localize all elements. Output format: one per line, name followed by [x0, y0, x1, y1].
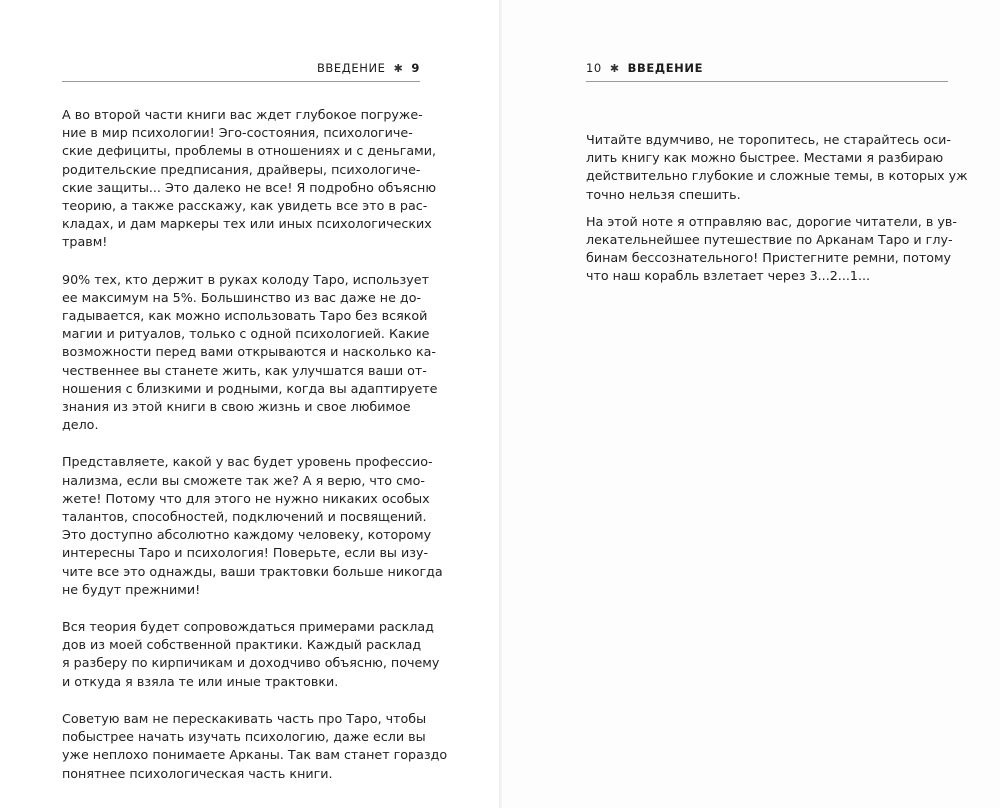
- text-line: чественнее вы станете жить, как улучшатся ваши от-: [62, 362, 427, 378]
- text-line: понятнее психологическая часть книги.: [62, 765, 333, 781]
- header-rule: [62, 81, 420, 82]
- text-line: 90% тех, кто держит в руках колоду Таро, использует: [62, 271, 429, 287]
- header-title: ВВЕДЕНИЕ: [316, 61, 386, 75]
- text-line: Представляете, какой у вас будет уровень профессио-: [62, 454, 433, 470]
- text-line: ские дефициты, проблемы в отношениях и с деньгами,: [62, 143, 437, 159]
- asterisk-icon: ✱: [609, 62, 620, 75]
- text-line: лить книгу как можно быстрее. Местами я разбираю: [586, 150, 944, 166]
- paragraph: [586, 213, 957, 286]
- paragraph: [62, 453, 443, 599]
- text-line: ние в мир психологии! Эго-состояния, психологиче-: [62, 125, 413, 141]
- text-line: Это доступно абсолютно каждому человеку, которому: [62, 527, 432, 543]
- text-line: нализма, если вы сможете так же? А я верю, что смо-: [62, 472, 425, 488]
- text-line: родительские предписания, драйверы, психологиче-: [62, 161, 421, 177]
- text-line: талантов, способностей, подключений и посвящений.: [62, 509, 427, 525]
- paragraph: [62, 618, 440, 691]
- paragraph: [62, 106, 437, 252]
- text-line: не будут прежними!: [62, 581, 201, 597]
- body-text-right: [586, 131, 968, 295]
- page-number: 10: [586, 61, 602, 75]
- text-line: гадывается, как можно использовать Таро без всякой: [62, 308, 428, 324]
- text-line: бинам бессознательного! Пристегните ремни, потому: [586, 250, 952, 266]
- text-line: уже неплохо понимаете Арканы. Так вам станет гораздо: [62, 747, 448, 763]
- text-line: Читайте вдумчиво, не торопитесь, не старайтесь оси-: [586, 132, 951, 147]
- text-line: ношения с близкими и родными, когда вы адаптируете: [62, 380, 438, 396]
- paragraph: [62, 710, 448, 783]
- running-header-left: [317, 61, 420, 75]
- text-line: теорию, а также расскажу, как увидеть все это в рас-: [62, 198, 428, 214]
- text-line: Советую вам не перескакивать часть про Таро, чтобы: [62, 710, 427, 726]
- text-line: жете! Потому что для этого не нужно никаких особых: [62, 490, 430, 506]
- body-text-left: [62, 106, 448, 802]
- text-line: кладах, и дам маркеры тех или иных психологических: [62, 216, 432, 232]
- text-line: А во второй части книги вас ждет глубокое погруже-: [62, 107, 423, 122]
- right-page: [502, 0, 1000, 808]
- text-line: и откуда я взяла те или иные трактовки.: [62, 673, 339, 689]
- paragraph: [62, 271, 438, 435]
- page-number: 9: [411, 61, 420, 75]
- text-line: интересны Таро и психология! Поверьте, если вы изу-: [62, 545, 429, 561]
- text-line: возможности перед вами открываются и насколько ка-: [62, 344, 436, 360]
- text-line: дело.: [62, 417, 99, 433]
- text-line: знания из этой книги в свою жизнь и свое любимое: [62, 399, 411, 415]
- text-line: ее максимум на 5%. Большинство из вас даже не до-: [62, 289, 422, 305]
- text-line: точно нельзя спешить.: [586, 186, 741, 202]
- text-line: Вся теория будет сопровождаться примерами расклад: [62, 619, 434, 635]
- text-line: действительно глубокие и сложные темы, в которых уж: [586, 168, 968, 184]
- asterisk-icon: ✱: [393, 62, 404, 75]
- text-line: я разберу по кирпичикам и доходчиво объясню, почему: [62, 655, 440, 671]
- text-line: лекательнейшее путешествие по Арканам Таро и глу-: [586, 232, 953, 248]
- header-rule: [586, 81, 948, 82]
- text-line: ские защиты... Это далеко не все! Я подробно объясню: [62, 179, 437, 195]
- text-line: чите все это однажды, ваши трактовки больше никогда: [62, 563, 443, 579]
- text-line: магии и ритуалов, только с одной психологией. Какие: [62, 326, 430, 342]
- running-header-right: [586, 61, 703, 75]
- text-line: побыстрее начать изучать психологию, даже если вы: [62, 729, 426, 745]
- text-line: что наш корабль взлетает через 3...2...1...: [586, 268, 871, 284]
- paragraph: [586, 131, 968, 204]
- text-line: На этой ноте я отправляю вас, дорогие читатели, в ув-: [586, 213, 957, 229]
- text-line: дов из моей собственной практики. Каждый расклад: [62, 637, 422, 653]
- header-title: ВВЕДЕНИЕ: [627, 61, 704, 75]
- text-line: травм!: [62, 234, 108, 250]
